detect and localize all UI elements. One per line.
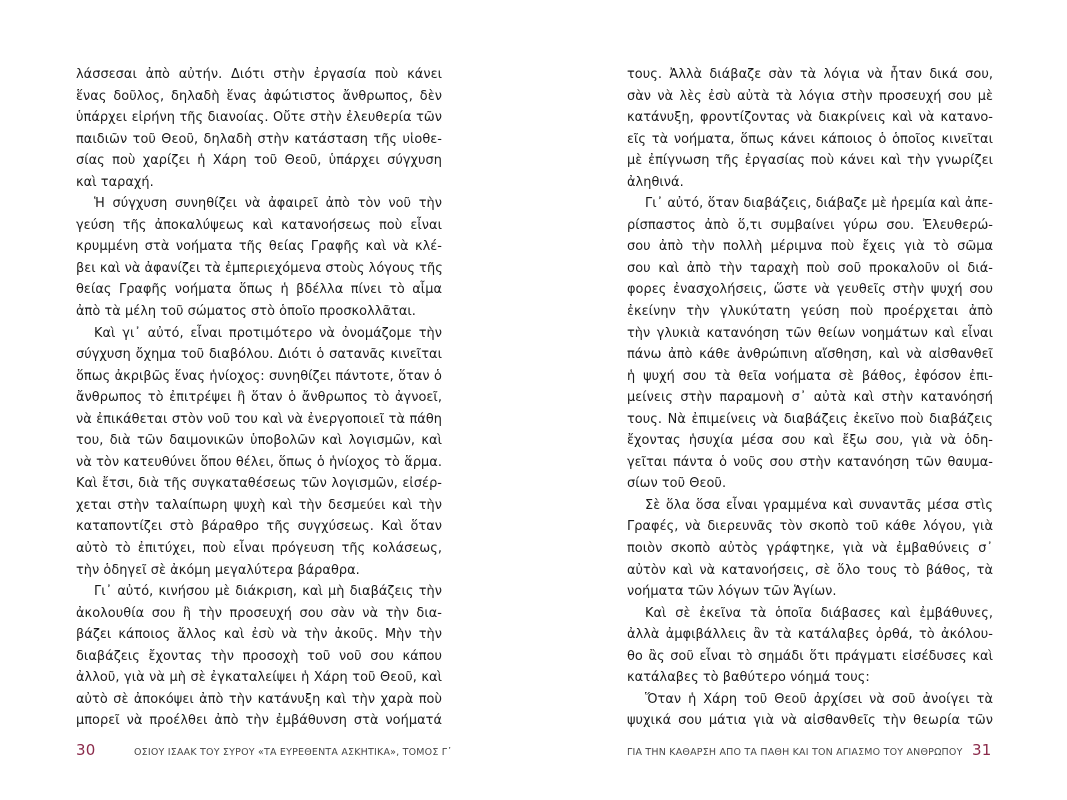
right-page bbox=[534, 0, 1067, 800]
text-line: Γι᾽ αὐτό, κινήσου μὲ διάκριση, καὶ μὴ διαβάζεις τὴν bbox=[94, 584, 442, 600]
text-line: αὐτὸν καὶ νὰ κατανοήσεις, σὲ ὅλο τους τὸ βάθος, τὰ bbox=[627, 562, 993, 578]
text-line: ἄνθρωπος τὸ ἐπιτρέψει ἢ ὅταν ὁ ἄνθρωπος τὸ ἀγνοεῖ, bbox=[76, 390, 442, 406]
text-line: σίας ποὺ χαρίζει ἡ Χάρη τοῦ Θεοῦ, ὑπάρχει σύγχυση bbox=[76, 153, 442, 169]
text-line: αὐτὸ τὸ ἐπιτύχει, ποὺ εἶναι πρόγευση τῆς κολάσεως, bbox=[76, 541, 442, 557]
text-line: τὴν γλυκιὰ κατανόηση τῶν θείων νοημάτων καὶ εἶναι bbox=[627, 325, 993, 341]
text-line: Ὅταν ἡ Χάρη τοῦ Θεοῦ ἀρχίσει νὰ σοῦ ἀνοίγει τὰ bbox=[645, 691, 993, 707]
text-line: Ἡ σύγχυση συνηθίζει νὰ ἀφαιρεῖ ἀπὸ τὸν νοῦ τὴν bbox=[94, 196, 442, 212]
text-line: καὶ ταραχή. bbox=[76, 174, 154, 190]
text-line: ἀληθινά. bbox=[627, 174, 684, 190]
page-number: 30 bbox=[76, 741, 96, 759]
text-line: του, διὰ τῶν δαιμονικῶν ὑποβολῶν καὶ λογισμῶν, καὶ bbox=[76, 433, 442, 449]
text-line: μείνεις στὴν παραμονὴ σ᾽ αὐτὰ καὶ στὴν κατανόησή bbox=[627, 390, 993, 406]
right-page-footer bbox=[627, 741, 1067, 764]
text-line: πάνω ἀπὸ κάθε ἀνθρώπινη αἴσθηση, καὶ νὰ αἰσθανθεῖ bbox=[627, 347, 993, 363]
left-page-body bbox=[76, 64, 442, 732]
text-line: σύγχυση ὄχημα τοῦ διαβόλου. Διότι ὁ σατανᾶς κινεῖται bbox=[76, 347, 442, 363]
text-line: χεται στὴν ταλαίπωρη ψυχὴ καὶ τὴν δεσμεύει καὶ τὴν bbox=[76, 497, 442, 513]
text-line: βάζει κάποιος ἄλλος καὶ ἐσὺ νὰ τὴν ἀκοῦς. Μὴν τὴν bbox=[76, 627, 442, 643]
text-line: Σὲ ὅλα ὅσα εἶναι γραμμένα καὶ συναντᾶς μέσα στὶς bbox=[645, 497, 993, 513]
text-line: ἀλλὰ ἀμφιβάλλεις ἂν τὰ κατάλαβες ὀρθά, τὸ ἀκόλου- bbox=[627, 627, 993, 643]
text-line: τὴν ὁδηγεῖ σὲ ἀκόμη μεγαλύτερα βάραθρα. bbox=[76, 562, 360, 578]
text-line: κρυμμένη στὰ νοήματα τῆς θείας Γραφῆς καὶ νὰ κλέ- bbox=[76, 239, 442, 255]
text-line: νὰ τὸν κατευθύνει ὅπου θέλει, ὅπως ὁ ἡνίοχος τὸ ἅρμα. bbox=[76, 454, 442, 470]
page-number: 31 bbox=[972, 741, 992, 759]
text-line: λάσσεσαι ἀπὸ αὐτήν. Διότι στὴν ἐργασία ποὺ κάνει bbox=[76, 67, 442, 82]
text-line: ὑπάρχει εἰρήνη τῆς διανοίας. Οὔτε στὴν ἐλευθερία τῶν bbox=[76, 110, 442, 126]
text-line: τους. Νὰ ἐπιμείνεις νὰ διαβάζεις ἐκεῖνο ποὺ διαβάζεις bbox=[627, 411, 993, 427]
text-line: ἔχοντας ἡσυχία μέσα σου καὶ ἔξω σου, γιὰ νὰ ὁδη- bbox=[627, 433, 993, 449]
text-line: σου ἀπὸ τὴν πολλὴ μέριμνα ποὺ ἔχεις γιὰ τὸ σῶμα bbox=[627, 239, 993, 255]
text-line: τους. Ἀλλὰ διάβαζε σὰν τὰ λόγια νὰ ἦταν δικά σου, bbox=[627, 67, 993, 82]
text-line: καταποντίζει στὸ βάραθρο τῆς συγχύσεως. Καὶ ὅταν bbox=[76, 519, 442, 535]
text-line: γεῖται πάντα ὁ νοῦς σου στὴν κατανόηση τῶν θαυμα- bbox=[627, 454, 993, 470]
text-line: αὐτὸ σὲ ἀποκόψει ἀπὸ τὴν κατάνυξη καὶ τὴν χαρὰ ποὺ bbox=[76, 691, 442, 707]
text-line: μὲ ἐπίγνωση τῆς ἐργασίας ποὺ κάνει καὶ τὴν γνωρίζει bbox=[627, 153, 993, 169]
text-line: σίων τοῦ Θεοῦ. bbox=[627, 476, 727, 492]
text-line: ἀλλοῦ, γιὰ νὰ μὴ σὲ ἐγκαταλείψει ἡ Χάρη τοῦ Θεοῦ, καὶ bbox=[76, 670, 442, 686]
text-line: ὅπως ἀκριβῶς ἕνας ἡνίοχος: συνηθίζει πάντοτε, ὅταν ὁ bbox=[76, 368, 442, 384]
text-line: Γραφές, νὰ διερευνᾶς τὸν σκοπὸ τοῦ κάθε λόγου, γιὰ bbox=[627, 519, 993, 535]
text-line: μπορεῖ νὰ προέλθει ἀπὸ τὴν ἐμβάθυνση στὰ νοήματά bbox=[76, 713, 442, 729]
right-page-body bbox=[627, 64, 993, 732]
text-line: εῖς τὰ νοήματα, ὅπως κάνει κάποιος ὁ ὁποῖος κινεῖται bbox=[627, 131, 993, 147]
running-head: ΟΣΙΟΥ ΙΣΑΑΚ ΤΟΥ ΣΥΡΟΥ «ΤΑ ΕΥΡΕΘΕΝΤΑ ΑΣΚΗΤΙΚΑ», ΤΟΜΟΣ Γ᾽ bbox=[134, 747, 453, 758]
text-line: σου καὶ ἀπὸ τὴν ταραχὴ ποὺ σοῦ προκαλοῦν οἱ διά- bbox=[627, 260, 993, 276]
text-line: ἀκολουθία σου ἢ τὴν προσευχή σου σὰν νὰ τὴν δια- bbox=[76, 605, 442, 621]
text-line: νὰ ἐπικάθεται στὸν νοῦ του καὶ νὰ ἐνεργοποιεῖ τὰ πάθη bbox=[76, 411, 442, 427]
text-line: ἡ ψυχή σου τὰ θεῖα νοήματα σὲ βάθος, ἐφόσον ἐπι- bbox=[627, 368, 993, 384]
text-line: ρίσπαστος ἀπὸ ὅ,τι συμβαίνει γύρω σου. Ἐλευθερώ- bbox=[627, 217, 993, 233]
text-line: κατάνυξη, φροντίζοντας νὰ διακρίνεις καὶ νὰ κατανο- bbox=[627, 110, 993, 126]
running-head: ΓΙΑ ΤΗΝ ΚΑΘΑΡΣΗ ΑΠΟ ΤΑ ΠΑΘΗ ΚΑΙ ΤΟΝ ΑΓΙΑΣΜΟ ΤΟΥ ΑΝΘΡΩΠΟΥ bbox=[627, 747, 963, 758]
left-page-footer bbox=[76, 741, 516, 764]
text-line: νοήματα τῶν λόγων τῶν Ἁγίων. bbox=[627, 584, 837, 600]
text-line: γεύση τῆς ἀποκαλύψεως καὶ κατανοήσεως ποὺ εἶναι bbox=[76, 217, 442, 233]
text-line: Καὶ γι᾽ αὐτό, εἶναι προτιμότερο νὰ ὀνομάζομε τὴν bbox=[94, 325, 442, 341]
text-line: παιδιῶν τοῦ Θεοῦ, δηλαδὴ στὴν κατάσταση τῆς υἱοθε- bbox=[76, 131, 442, 147]
text-line: κατάλαβες τὸ βαθύτερο νόημά τους: bbox=[627, 670, 870, 686]
text-line: Καὶ ἔτσι, διὰ τῆς συγκαταθέσεως τῶν λογισμῶν, εἰσέρ- bbox=[76, 476, 442, 492]
text-line: ψυχικά σου μάτια γιὰ νὰ αἰσθανθεῖς τὴν θεωρία τῶν bbox=[627, 713, 993, 729]
text-line: ἕνας δοῦλος, δηλαδὴ ἕνας ἀφώτιστος ἄνθρωπος, δὲν bbox=[76, 88, 442, 104]
text-line: φορες ἐνασχολήσεις, ὥστε νὰ γευθεῖς στὴν ψυχή σου bbox=[627, 282, 993, 298]
text-line: ἀπὸ τὰ μέλη τοῦ σώματος στὸ ὁποῖο προσκολλᾶται. bbox=[76, 304, 416, 320]
text-line: ἐκείνην τὴν γλυκύτατη γεύση ποὺ προέρχεται ἀπὸ bbox=[627, 304, 993, 320]
text-line: σὰν νὰ λὲς ἐσὺ αὐτὰ τὰ λόγια στὴν προσευχή σου μὲ bbox=[627, 88, 993, 104]
text-line: Καὶ σὲ ἐκεῖνα τὰ ὁποῖα διάβασες καὶ ἐμβάθυνες, bbox=[645, 605, 993, 621]
text-line: Γι᾽ αὐτό, ὅταν διαβάζεις, διάβαζε μὲ ἠρεμία καὶ ἀπε- bbox=[645, 196, 993, 212]
text-line: θείας Γραφῆς νοήματα ὅπως ἡ βδέλλα πίνει τὸ αἷμα bbox=[76, 282, 442, 298]
text-line: βει καὶ νὰ ἀφανίζει τὰ ἐμπεριεχόμενα στοὺς λόγους τῆς bbox=[76, 260, 443, 276]
text-line: θο ἂς σοῦ εἶναι τὸ σημάδι ὅτι πράγματι εἰσέδυσες καὶ bbox=[627, 648, 993, 664]
left-page bbox=[0, 0, 533, 800]
text-line: ποιὸν σκοπὸ αὐτὸς γράφτηκε, γιὰ νὰ ἐμβαθύνεις σ᾽ bbox=[627, 541, 993, 557]
text-line: διαβάζεις ἔχοντας τὴν προσοχὴ τοῦ νοῦ σου κάπου bbox=[76, 648, 442, 664]
